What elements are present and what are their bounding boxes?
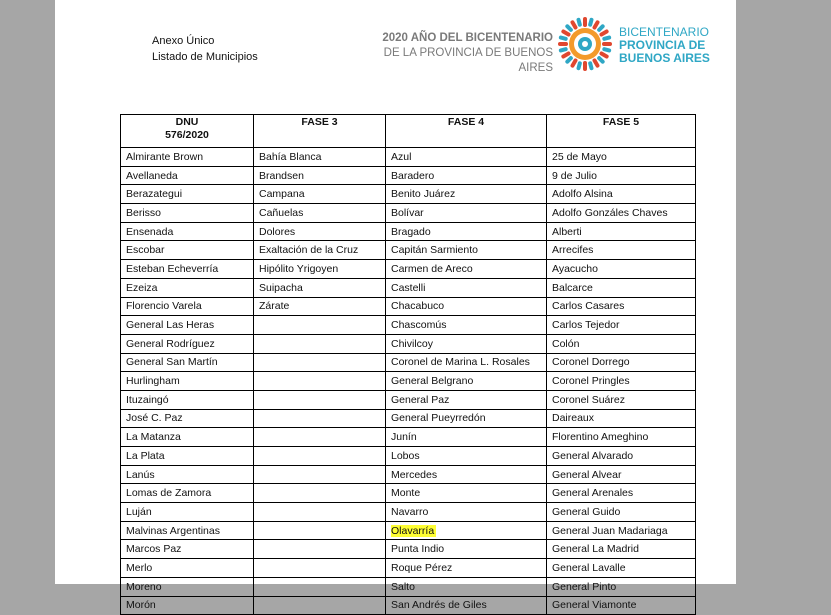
- table-row: [121, 297, 696, 316]
- table-cell: Coronel de Marina L. Rosales: [386, 353, 547, 372]
- table-cell: 25 de Mayo: [547, 148, 696, 167]
- header-dnu-line2: 576/2020: [165, 129, 209, 141]
- table-row: [121, 353, 696, 372]
- table-cell: Chascomús: [386, 316, 547, 335]
- brand-line3: BUENOS AIRES: [619, 51, 710, 65]
- table-cell: La Plata: [121, 447, 254, 466]
- table-cell: Coronel Suárez: [547, 390, 696, 409]
- table-cell: Florentino Ameghino: [547, 428, 696, 447]
- table-cell: [254, 353, 386, 372]
- table-cell: Adolfo Gonzáles Chaves: [547, 204, 696, 223]
- highlighted-text: Olavarría: [391, 524, 435, 537]
- table-cell: Moreno: [121, 577, 254, 596]
- table-row: [121, 148, 696, 167]
- table-cell: Carlos Casares: [547, 297, 696, 316]
- table-cell: [254, 465, 386, 484]
- table-cell: Carmen de Areco: [386, 260, 547, 279]
- table-cell: José C. Paz: [121, 409, 254, 428]
- table-cell: General Alvear: [547, 465, 696, 484]
- table-cell: [254, 428, 386, 447]
- table-row: [121, 596, 696, 615]
- table-cell: Malvinas Argentinas: [121, 521, 254, 540]
- table-cell: Punta Indio: [386, 540, 547, 559]
- table-cell: General Juan Madariaga: [547, 521, 696, 540]
- bicentenary-emblem-icon: [557, 16, 613, 72]
- table-row: [121, 278, 696, 297]
- table-cell: Roque Pérez: [386, 559, 547, 578]
- table-cell: Florencio Varela: [121, 297, 254, 316]
- table-cell: General Guido: [547, 503, 696, 522]
- table-cell: Junín: [386, 428, 547, 447]
- header-fase-5-label: FASE 5: [602, 116, 640, 128]
- table-cell: Azul: [386, 148, 547, 167]
- table-row: [121, 372, 696, 391]
- table-cell: Bahía Blanca: [254, 148, 386, 167]
- table-row: [121, 222, 696, 241]
- table-cell: Chivilcoy: [386, 334, 547, 353]
- table-cell: Ayacucho: [547, 260, 696, 279]
- table-cell: Marcos Paz: [121, 540, 254, 559]
- table-cell: [254, 503, 386, 522]
- table-row: [121, 185, 696, 204]
- table-row: [121, 559, 696, 578]
- header-dnu-line1: DNU: [175, 116, 199, 128]
- table-cell: Salto: [386, 577, 547, 596]
- table-cell: Almirante Brown: [121, 148, 254, 167]
- table-cell: Adolfo Alsina: [547, 185, 696, 204]
- table-cell: Lomas de Zamora: [121, 484, 254, 503]
- table-row: [121, 447, 696, 466]
- table-cell: Dolores: [254, 222, 386, 241]
- table-cell: Castelli: [386, 278, 547, 297]
- table-cell: General La Madrid: [547, 540, 696, 559]
- table-cell: San Andrés de Giles: [386, 596, 547, 615]
- table-cell: Carlos Tejedor: [547, 316, 696, 335]
- table-cell: Merlo: [121, 559, 254, 578]
- bicentenary-line1: 2020 AÑO DEL BICENTENARIO: [382, 32, 553, 44]
- table-row: [121, 428, 696, 447]
- table-cell: Capitán Sarmiento: [386, 241, 547, 260]
- header-fase-4-label: FASE 4: [447, 116, 485, 128]
- table-cell: 9 de Julio: [547, 166, 696, 185]
- table-cell: General Alvarado: [547, 447, 696, 466]
- bicentenary-line2: DE LA PROVINCIA DE BUENOS AIRES: [383, 47, 553, 74]
- table-cell: La Matanza: [121, 428, 254, 447]
- table-cell: Luján: [121, 503, 254, 522]
- table-cell: Escobar: [121, 241, 254, 260]
- bicentenary-caption: [355, 31, 553, 76]
- table-cell: Avellaneda: [121, 166, 254, 185]
- table-cell: General Rodríguez: [121, 334, 254, 353]
- table-cell: Baradero: [386, 166, 547, 185]
- table-cell: [254, 390, 386, 409]
- table-cell: Ezeiza: [121, 278, 254, 297]
- highlighted-cell: [386, 521, 547, 540]
- table-cell: Exaltación de la Cruz: [254, 241, 386, 260]
- table-cell: Suipacha: [254, 278, 386, 297]
- table-cell: Arrecifes: [547, 241, 696, 260]
- table-cell: Brandsen: [254, 166, 386, 185]
- table-row: [121, 390, 696, 409]
- table-cell: General Arenales: [547, 484, 696, 503]
- header-dnu: [121, 115, 254, 148]
- table-cell: General Pueyrredón: [386, 409, 547, 428]
- table-cell: [254, 559, 386, 578]
- table-row: [121, 484, 696, 503]
- table-cell: [254, 540, 386, 559]
- table-cell: Hurlingham: [121, 372, 254, 391]
- header-fase-4: [386, 115, 547, 148]
- municipalities-table: [120, 114, 696, 615]
- table-cell: General Las Heras: [121, 316, 254, 335]
- table-row: [121, 409, 696, 428]
- table-cell: Lanús: [121, 465, 254, 484]
- table-cell: [254, 316, 386, 335]
- table-cell: General Lavalle: [547, 559, 696, 578]
- table-cell: Chacabuco: [386, 297, 547, 316]
- table-cell: Cañuelas: [254, 204, 386, 223]
- table-cell: [254, 521, 386, 540]
- brand-wordmark: [619, 26, 710, 65]
- table-cell: Bragado: [386, 222, 547, 241]
- table-cell: [254, 372, 386, 391]
- table-header-row: [121, 115, 696, 148]
- table-row: [121, 540, 696, 559]
- table-cell: Berazategui: [121, 185, 254, 204]
- table-cell: Ituzaingó: [121, 390, 254, 409]
- table-cell: Navarro: [386, 503, 547, 522]
- annex-heading: [152, 33, 258, 65]
- table-row: [121, 241, 696, 260]
- table-cell: Hipólito Yrigoyen: [254, 260, 386, 279]
- table-cell: Bolívar: [386, 204, 547, 223]
- table-cell: Daireaux: [547, 409, 696, 428]
- table-cell: General Belgrano: [386, 372, 547, 391]
- table-cell: [254, 409, 386, 428]
- table-cell: Esteban Echeverría: [121, 260, 254, 279]
- table-cell: [254, 577, 386, 596]
- table-cell: Zárate: [254, 297, 386, 316]
- table-cell: Coronel Pringles: [547, 372, 696, 391]
- table-cell: General Viamonte: [547, 596, 696, 615]
- annex-subtitle: Listado de Municipios: [152, 51, 258, 63]
- header-fase-3-label: FASE 3: [301, 116, 338, 128]
- table-cell: Mercedes: [386, 465, 547, 484]
- table-cell: Lobos: [386, 447, 547, 466]
- table-cell: General San Martín: [121, 353, 254, 372]
- table-cell: Colón: [547, 334, 696, 353]
- document-page: [55, 0, 736, 612]
- table-row: [121, 521, 696, 540]
- table-cell: Monte: [386, 484, 547, 503]
- table-cell: Benito Juárez: [386, 185, 547, 204]
- table-row: [121, 334, 696, 353]
- header-fase-5: [547, 115, 696, 148]
- brand-line2: PROVINCIA DE: [619, 38, 706, 52]
- table-row: [121, 204, 696, 223]
- table-cell: [254, 484, 386, 503]
- table-row: [121, 260, 696, 279]
- table-cell: Ensenada: [121, 222, 254, 241]
- table-cell: Campana: [254, 185, 386, 204]
- table-row: [121, 577, 696, 596]
- table-cell: [254, 447, 386, 466]
- table-cell: Berisso: [121, 204, 254, 223]
- table-cell: General Paz: [386, 390, 547, 409]
- header-fase-3: [254, 115, 386, 148]
- table-row: [121, 166, 696, 185]
- table-cell: [254, 596, 386, 615]
- table-cell: [254, 334, 386, 353]
- table-row: [121, 316, 696, 335]
- table-row: [121, 503, 696, 522]
- table-cell: Morón: [121, 596, 254, 615]
- brand-line1: BICENTENARIO: [619, 25, 710, 39]
- table-cell: Balcarce: [547, 278, 696, 297]
- table-cell: Alberti: [547, 222, 696, 241]
- table-cell: General Pinto: [547, 577, 696, 596]
- table-cell: Coronel Dorrego: [547, 353, 696, 372]
- annex-title: Anexo Único: [152, 35, 215, 47]
- table-row: [121, 465, 696, 484]
